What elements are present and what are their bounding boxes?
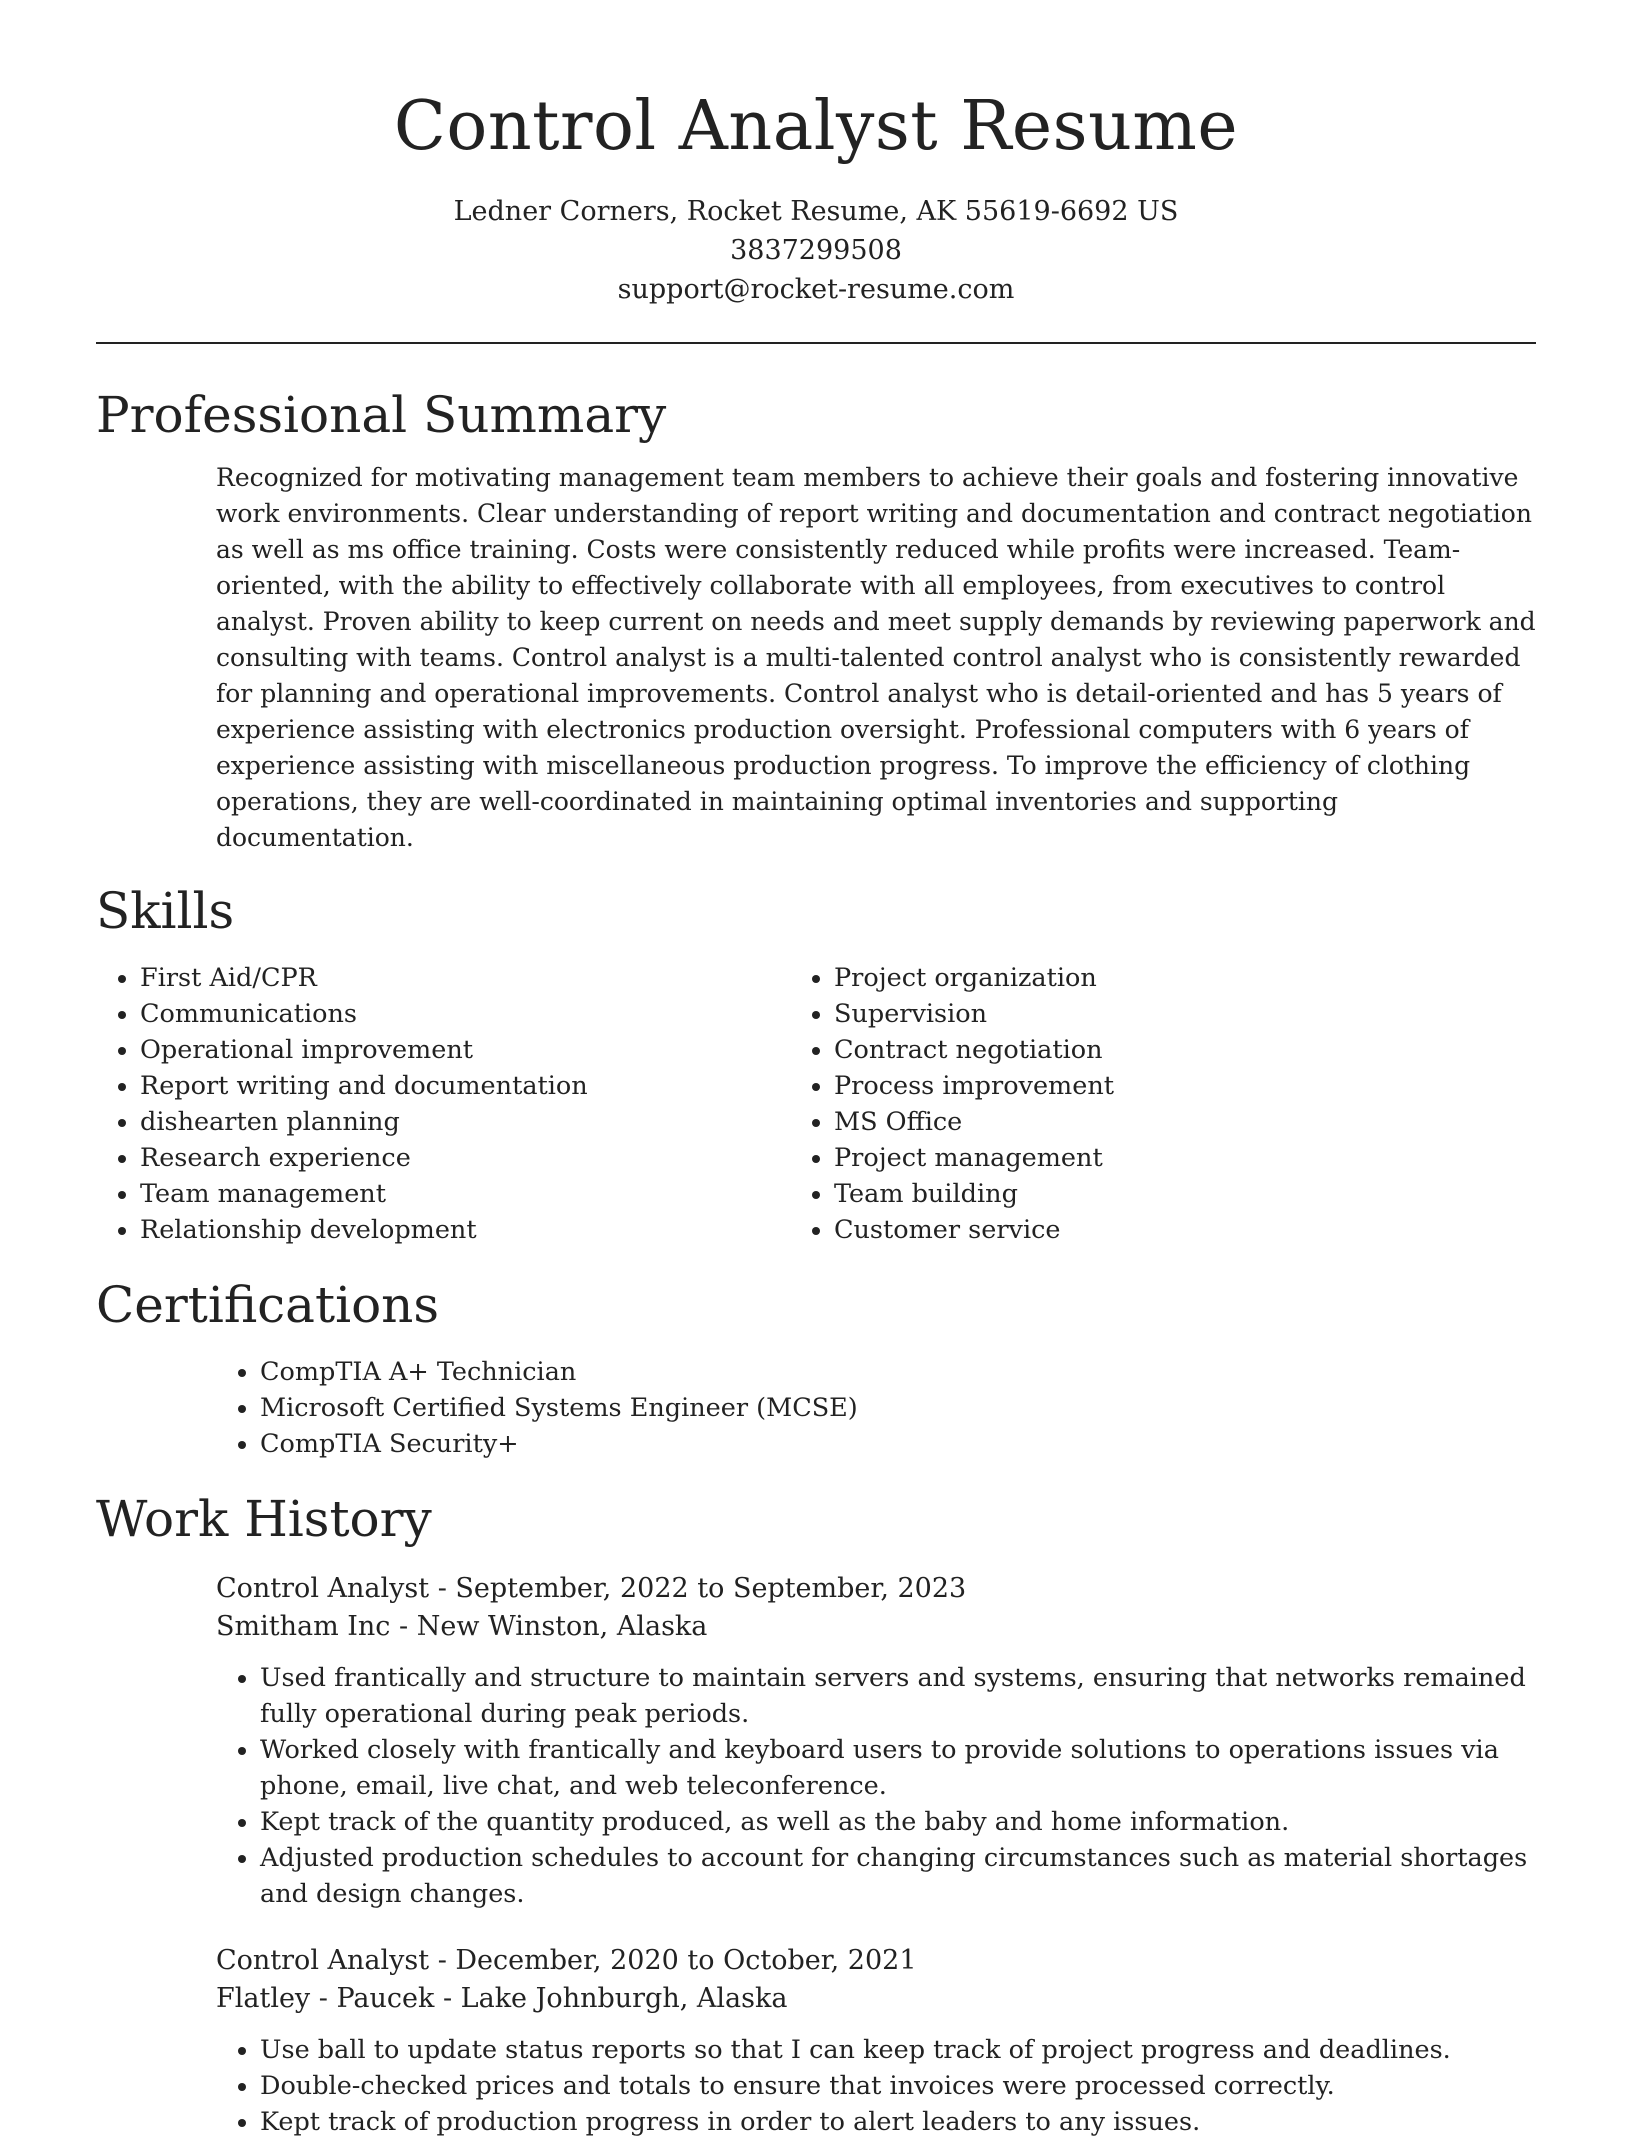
certifications-section	[96, 1270, 1536, 1462]
job-entry	[216, 1570, 1536, 1912]
header-divider	[96, 342, 1536, 344]
job-company-line: Flatley - Paucek - Lake Johnburgh, Alaska	[216, 1983, 788, 2014]
address-text: Ledner Corners, Rocket Resume, AK 55619-6692 US	[453, 196, 1179, 227]
job-bullet: • Used frantically and structure to maintain servers and systems, ensuring that networks remained fully operational during peak periods.	[260, 1660, 1536, 1732]
job-bullet: • Kept track of the quantity produced, as well as the baby and home information.	[260, 1804, 1536, 1840]
contact-info	[0, 192, 1632, 309]
job-title-line: Control Analyst - September, 2022 to September, 2023	[216, 1573, 967, 1604]
skill-item: • Report writing and documentation	[140, 1068, 790, 1104]
skill-item: • Team management	[140, 1176, 790, 1212]
job-title-line: Control Analyst - December, 2020 to October, 2021	[216, 1945, 917, 1976]
summary-heading: Professional Summary	[96, 386, 667, 444]
skill-item: • Contract negotiation	[834, 1032, 1484, 1068]
skill-item: • Research experience	[140, 1140, 790, 1176]
skill-item: • Customer service	[834, 1212, 1484, 1248]
skill-item: • Relationship development	[140, 1212, 790, 1248]
skills-section	[96, 876, 1536, 1248]
skill-item: • First Aid/CPR	[140, 960, 790, 996]
skill-item: • Process improvement	[834, 1068, 1484, 1104]
skill-item: • Operational improvement	[140, 1032, 790, 1068]
job-bullets	[216, 2032, 1536, 2140]
resume-header	[0, 0, 1632, 309]
skills-list-right	[790, 960, 1484, 1248]
skill-item: • Communications	[140, 996, 790, 1032]
certification-item: • CompTIA A+ Technician	[260, 1354, 1536, 1390]
resume-content	[96, 380, 1536, 2140]
skill-item: • Team building	[834, 1176, 1484, 1212]
page-title: Control Analyst Resume	[393, 87, 1239, 166]
skills-heading: Skills	[96, 882, 235, 940]
job-bullet: • Kept track of production progress in order to alert leaders to any issues.	[260, 2104, 1536, 2140]
skills-list-left	[96, 960, 790, 1248]
job-bullet: • Adjusted production schedules to account for changing circumstances such as material shortages and design changes.	[260, 1840, 1536, 1912]
certification-item: • CompTIA Security+	[260, 1426, 1536, 1462]
summary-text: Recognized for motivating management team members to achieve their goals and fostering innovative work environments. Clear understanding of report writing and documentation and contract negotiation as well as ms office training. Costs were consistently reduced while profits were increased. Team-oriented, with the ability to effectively collaborate with all employees, from executives to control analyst. Proven ability to keep current on needs and meet supply demands by reviewing paperwork and consulting with teams. Control analyst is a multi-talented control analyst who is consistently rewarded for planning and operational improvements. Control analyst who is detail-oriented and has 5 years of experience assisting with electronics production oversight. Professional computers with 6 years of experience assisting with miscellaneous production progress. To improve the efficiency of clothing operations, they are well-coordinated in maintaining optimal inventories and supporting documentation.	[216, 463, 1536, 852]
certifications-heading: Certifications	[96, 1276, 440, 1334]
certification-item: • Microsoft Certified Systems Engineer (MCSE)	[260, 1390, 1536, 1426]
certifications-list	[216, 1354, 1536, 1462]
skill-item: • Supervision	[834, 996, 1484, 1032]
phone-text: 3837299508	[730, 235, 902, 266]
job-bullet: • Worked closely with frantically and keyboard users to provide solutions to operations issues via phone, email, live chat, and web teleconference.	[260, 1732, 1536, 1804]
skill-item: • MS Office	[834, 1104, 1484, 1140]
email-text: support@rocket-resume.com	[617, 274, 1015, 305]
job-company-line: Smitham Inc - New Winston, Alaska	[216, 1611, 708, 1642]
skill-item: • Project management	[834, 1140, 1484, 1176]
skill-item: • Project organization	[834, 960, 1484, 996]
job-bullet: • Double-checked prices and totals to ensure that invoices were processed correctly.	[260, 2068, 1536, 2104]
job-bullet: • Use ball to update status reports so that I can keep track of project progress and deadlines.	[260, 2032, 1536, 2068]
work-history-section	[96, 1484, 1536, 2140]
skill-item: • dishearten planning	[140, 1104, 790, 1140]
job-entry	[216, 1942, 1536, 2140]
summary-section	[96, 380, 1536, 856]
job-bullets	[216, 1660, 1536, 1912]
work-history-heading: Work History	[96, 1490, 432, 1548]
